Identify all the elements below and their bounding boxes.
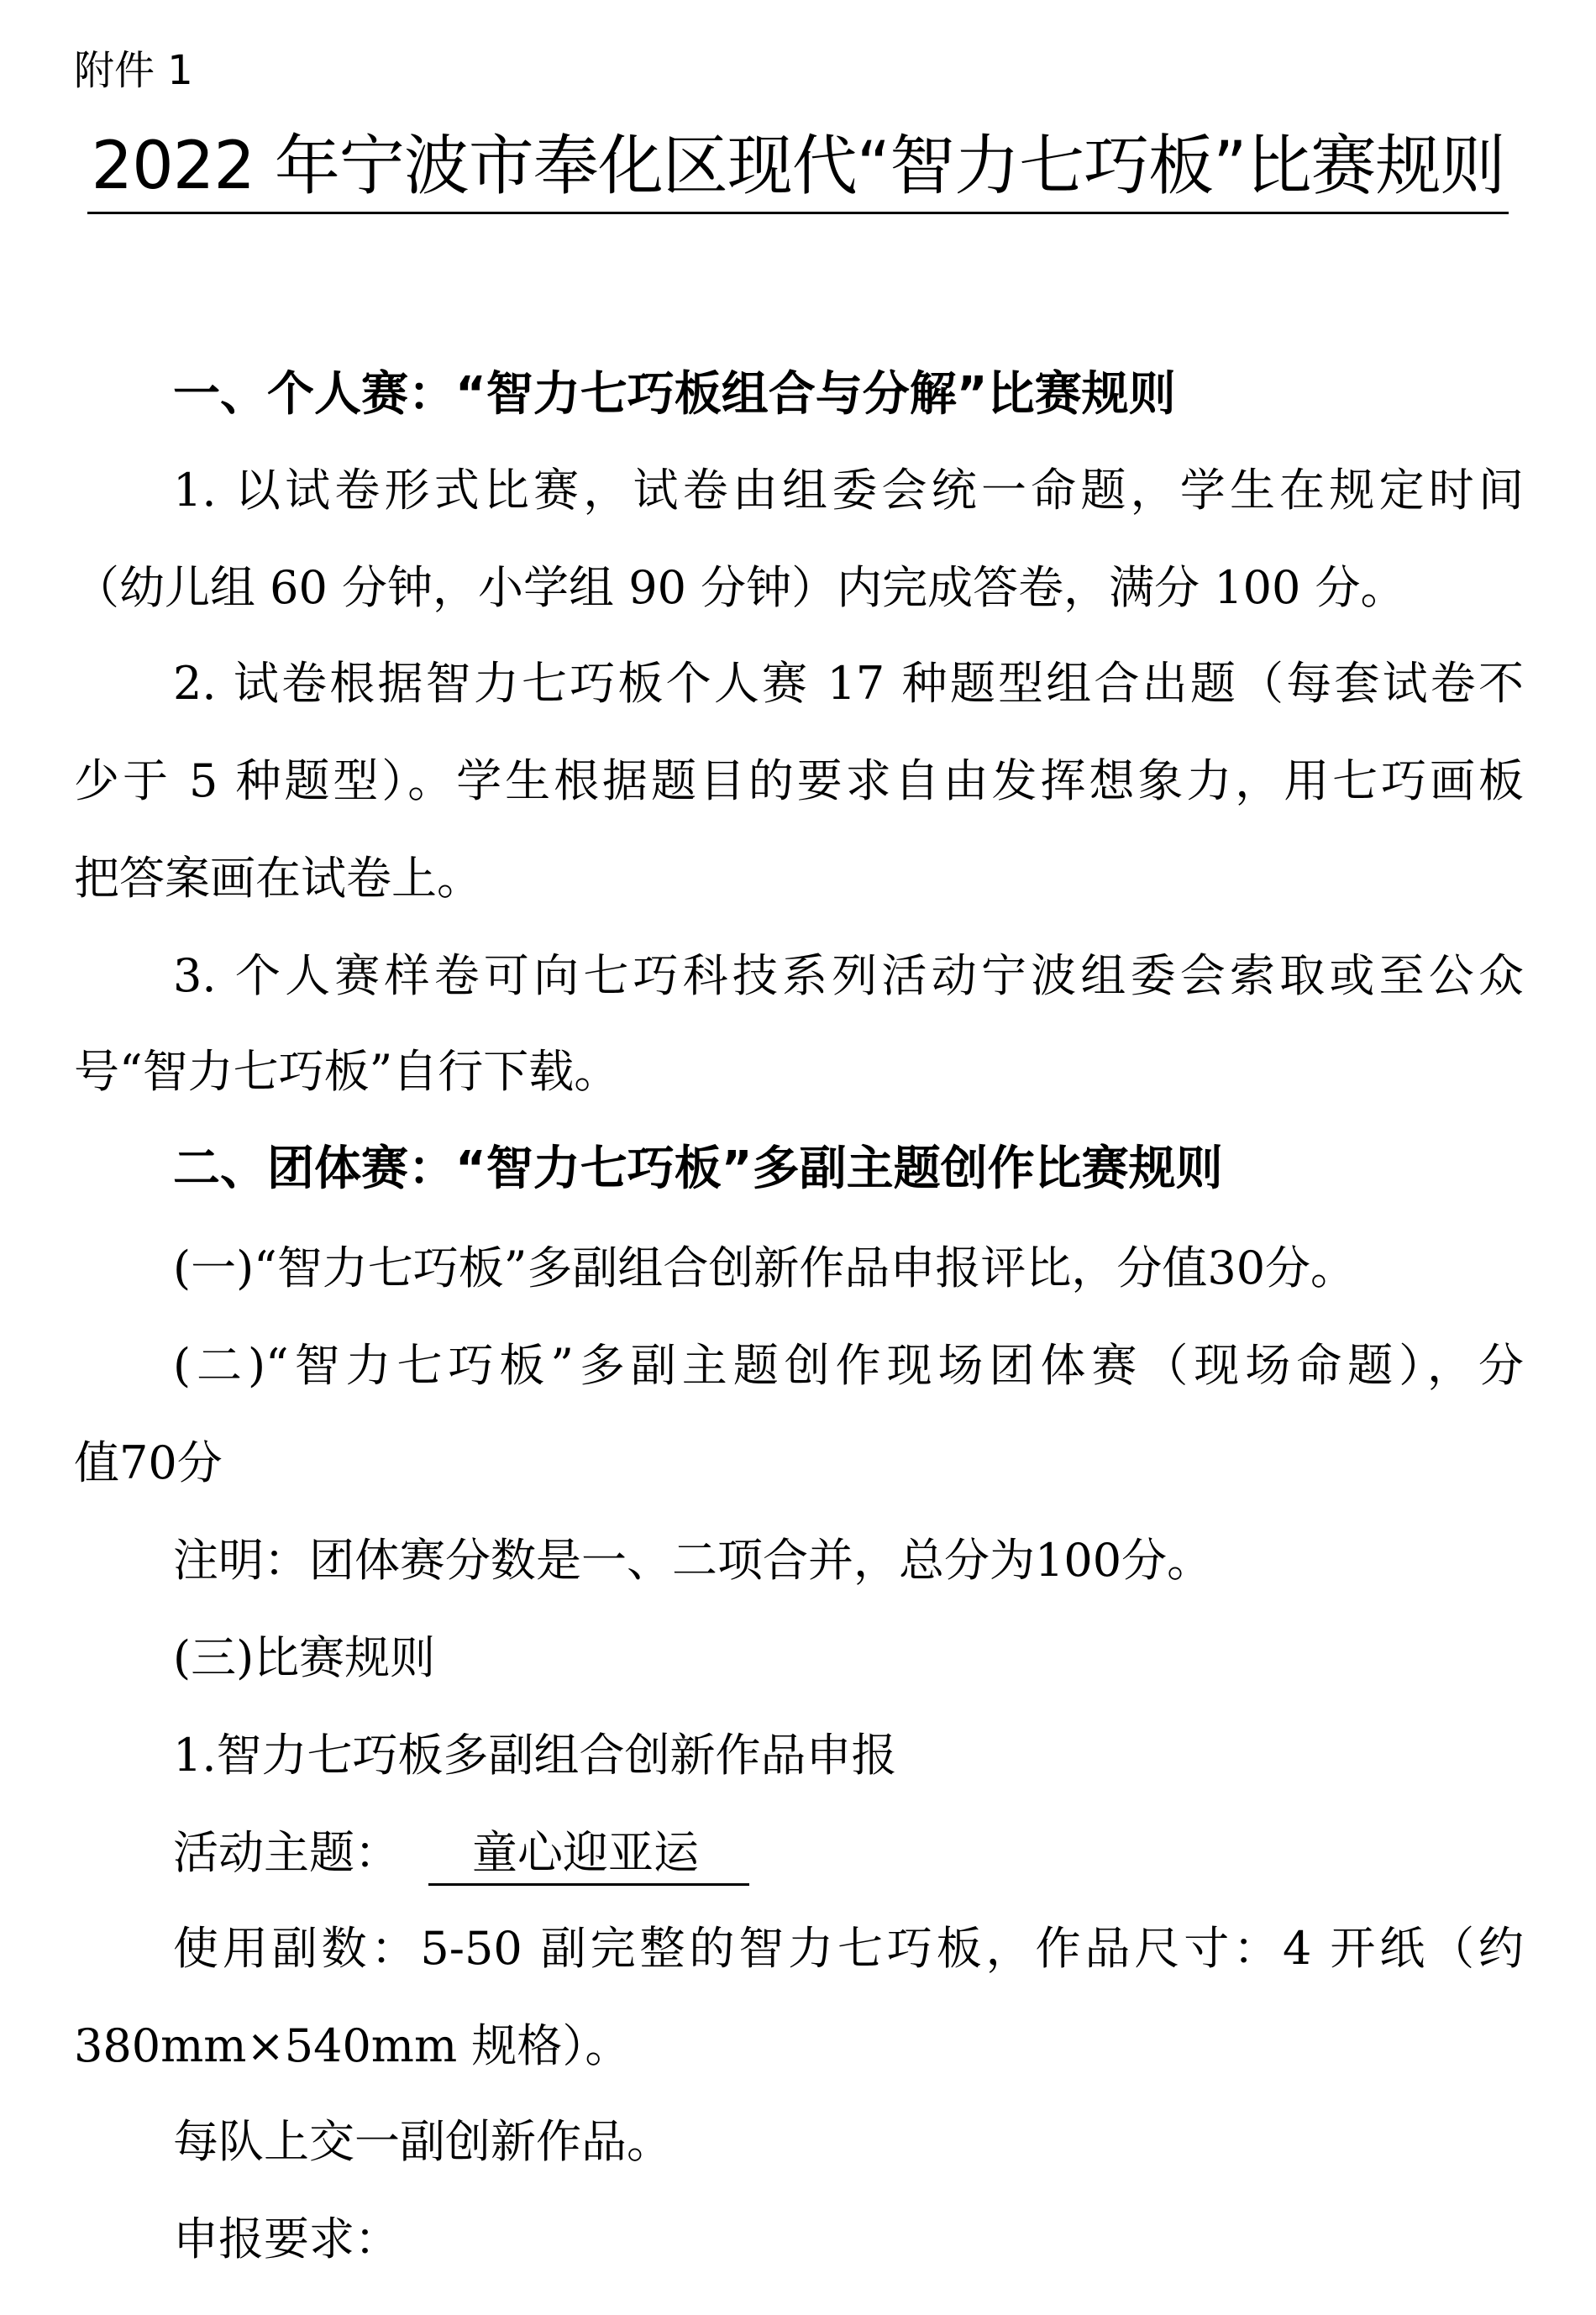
paragraph-2-line-2: 少于 5 种题型）。学生根据题目的要求自由发挥想象力，用七巧画板 [74, 754, 1524, 807]
paragraph-2-line-3: 把答案画在试卷上。 [74, 852, 482, 905]
per-team-submission: 每队上交一副创新作品。 [173, 2115, 672, 2168]
theme-row [173, 1823, 749, 1886]
title-wrapper [0, 126, 1596, 214]
usage-line-2: 380mm×540mm 规格）。 [74, 2019, 631, 2072]
paragraph-1-line-1: 1. 以试卷形式比赛，试卷由组委会统一命题，学生在规定时间 [173, 464, 1524, 517]
theme-label: 活动主题： [173, 1826, 400, 1879]
paragraph-3-line-1: 3. 个人赛样卷可向七巧科技系列活动宁波组委会索取或至公众 [173, 949, 1524, 1002]
theme-value: 童心迎亚运 [428, 1823, 749, 1886]
attachment-label: 附件 1 [74, 47, 193, 94]
usage-line-1: 使用副数：5-50 副完整的智力七巧板，作品尺寸：4 开纸（约 [173, 1922, 1524, 1975]
paragraph-3-line-2: 号“智力七巧板”自行下载。 [74, 1045, 620, 1098]
rule-1-title: 1.智力七巧板多副组合创新作品申报 [173, 1729, 897, 1782]
team-item-2-line-2: 值70分 [74, 1436, 223, 1489]
paragraph-1-line-2: （幼儿组 60 分钟，小学组 90 分钟）内完成答卷，满分 100 分。 [74, 561, 1406, 614]
team-item-3: (三)比赛规则 [173, 1631, 436, 1684]
requirements-heading: 申报要求： [173, 2213, 400, 2265]
document-title: 2022 年宁波市奉化区现代“智力七巧板”比赛规则 [87, 126, 1508, 214]
team-item-1: (一)“智力七巧板”多副组合创新作品申报评比，分值30分。 [173, 1241, 1357, 1294]
team-item-2-line-1: (二)“智力七巧板”多副主题创作现场团体赛（现场命题），分 [173, 1339, 1524, 1392]
section-heading-individual: 一、个人赛：“智力七巧板组合与分解”比赛规则 [173, 367, 1176, 422]
paragraph-2-line-1: 2. 试卷根据智力七巧板个人赛 17 种题型组合出题（每套试卷不 [173, 657, 1524, 710]
section-heading-team: 二、团体赛：“智力七巧板”多副主题创作比赛规则 [173, 1142, 1223, 1196]
team-note: 注明：团体赛分数是一、二项合并，总分为100分。 [173, 1534, 1213, 1587]
